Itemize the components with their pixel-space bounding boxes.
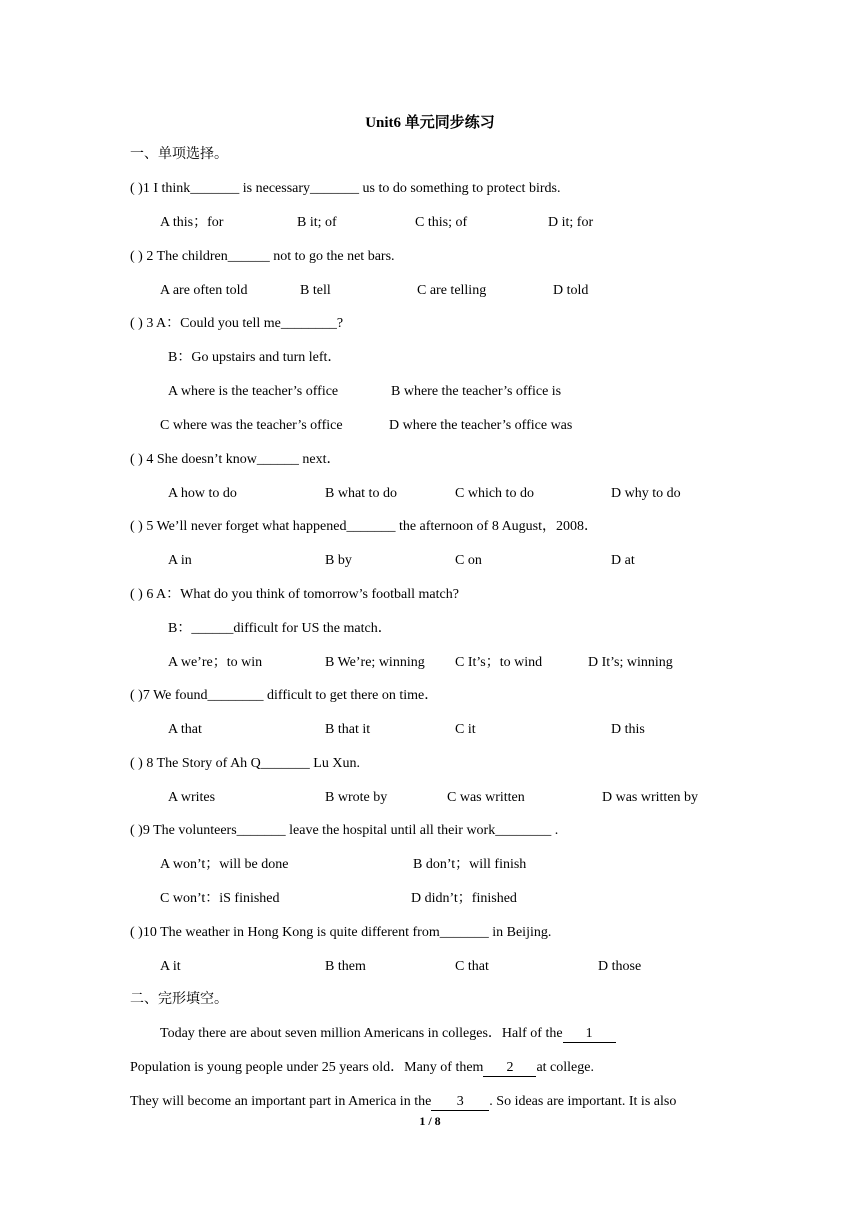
q7-option-c: C it [455, 722, 476, 737]
passage-text: Population is young people under 25 years old．Many of them [130, 1060, 484, 1075]
q7-option-a: A that [168, 722, 202, 737]
q3-option-c: C where was the teacher’s office [160, 418, 343, 433]
page-number: 1 / 8 [419, 1114, 441, 1128]
q6-option-d: D It’s; winning [588, 655, 673, 670]
q8-option-c: C was written [447, 790, 525, 805]
page-title: Unit6 单元同步练习 [365, 115, 495, 131]
passage-text: They will become an important part in America in the [130, 1094, 432, 1109]
question-5: ( ) 5 We’ll never forget what happened_______ the afternoon of 8 August，2008． [130, 519, 599, 534]
q8-option-b: B wrote by [325, 790, 388, 805]
cloze-blank-3: 3 [431, 1094, 489, 1111]
q6-option-a: A we’re；to win [168, 655, 263, 670]
q4-option-a: A how to do [168, 486, 237, 501]
passage-line-2 [130, 1059, 594, 1077]
question-7: ( )7 We found________ difficult to get there on time． [130, 688, 439, 703]
cloze-blank-1: 1 [563, 1026, 616, 1043]
q1-option-c: C this; of [415, 215, 468, 230]
q9-option-b: B don’t；will finish [413, 857, 527, 872]
q5-option-d: D at [611, 553, 635, 568]
question-3: ( ) 3 A：Could you tell me________? [130, 316, 344, 331]
section-heading-cloze: 二、完形填空。 [130, 992, 228, 1007]
q8-option-a: A writes [168, 790, 216, 805]
q2-option-b: B tell [300, 283, 331, 298]
q9-option-a: A won’t；will be done [160, 857, 289, 872]
q4-option-d: D why to do [611, 486, 681, 501]
q10-option-d: D those [598, 959, 642, 974]
q5-option-b: B by [325, 553, 352, 568]
q10-option-b: B them [325, 959, 366, 974]
q3-option-b: B where the teacher’s office is [391, 384, 562, 399]
q7-option-d: D this [611, 722, 645, 737]
q2-option-d: D told [553, 283, 589, 298]
q2-option-a: A are often told [160, 283, 248, 298]
question-8: ( ) 8 The Story of Ah Q_______ Lu Xun. [130, 756, 360, 771]
q9-option-d: D didn’t；finished [411, 891, 517, 906]
question-6-response: B：______difficult for US the match． [168, 621, 392, 636]
question-4: ( ) 4 She doesn’t know______ next． [130, 452, 341, 467]
passage-text: at college. [536, 1060, 594, 1075]
q7-option-b: B that it [325, 722, 371, 737]
passage-text: . So ideas are important. It is also [489, 1094, 677, 1109]
q6-option-c: C It’s；to wind [455, 655, 543, 670]
q10-option-c: C that [455, 959, 489, 974]
q3-option-a: A where is the teacher’s office [168, 384, 339, 399]
q3-option-d: D where the teacher’s office was [389, 418, 573, 433]
section-heading-multiple-choice: 一、单项选择。 [130, 147, 228, 162]
question-6: ( ) 6 A：What do you think of tomorrow’s football match? [130, 587, 459, 602]
passage-text: Today there are about seven million Americans in colleges．Half of the [160, 1026, 563, 1041]
q6-option-b: B We’re; winning [325, 655, 425, 670]
q1-option-d: D it; for [548, 215, 594, 230]
q5-option-c: C on [455, 553, 482, 568]
q10-option-a: A it [160, 959, 181, 974]
question-3-response: B：Go upstairs and turn left． [168, 350, 342, 365]
q1-option-b: B it; of [297, 215, 337, 230]
question-1: ( )1 I think_______ is necessary_______ us to do something to protect birds. [130, 181, 561, 196]
question-10: ( )10 The weather in Hong Kong is quite different from_______ in Beijing. [130, 925, 552, 940]
passage-line-3 [130, 1093, 676, 1111]
q9-option-c: C won’t：iS finished [160, 891, 280, 906]
q4-option-b: B what to do [325, 486, 397, 501]
q5-option-a: A in [168, 553, 192, 568]
passage-line-1 [160, 1025, 616, 1043]
q2-option-c: C are telling [417, 283, 487, 298]
q8-option-d: D was written by [602, 790, 699, 805]
question-2: ( ) 2 The children______ not to go the net bars. [130, 249, 395, 264]
q1-option-a: A this；for [160, 215, 224, 230]
q4-option-c: C which to do [455, 486, 534, 501]
cloze-blank-2: 2 [483, 1060, 536, 1077]
question-9: ( )9 The volunteers_______ leave the hospital until all their work________ . [130, 823, 559, 838]
